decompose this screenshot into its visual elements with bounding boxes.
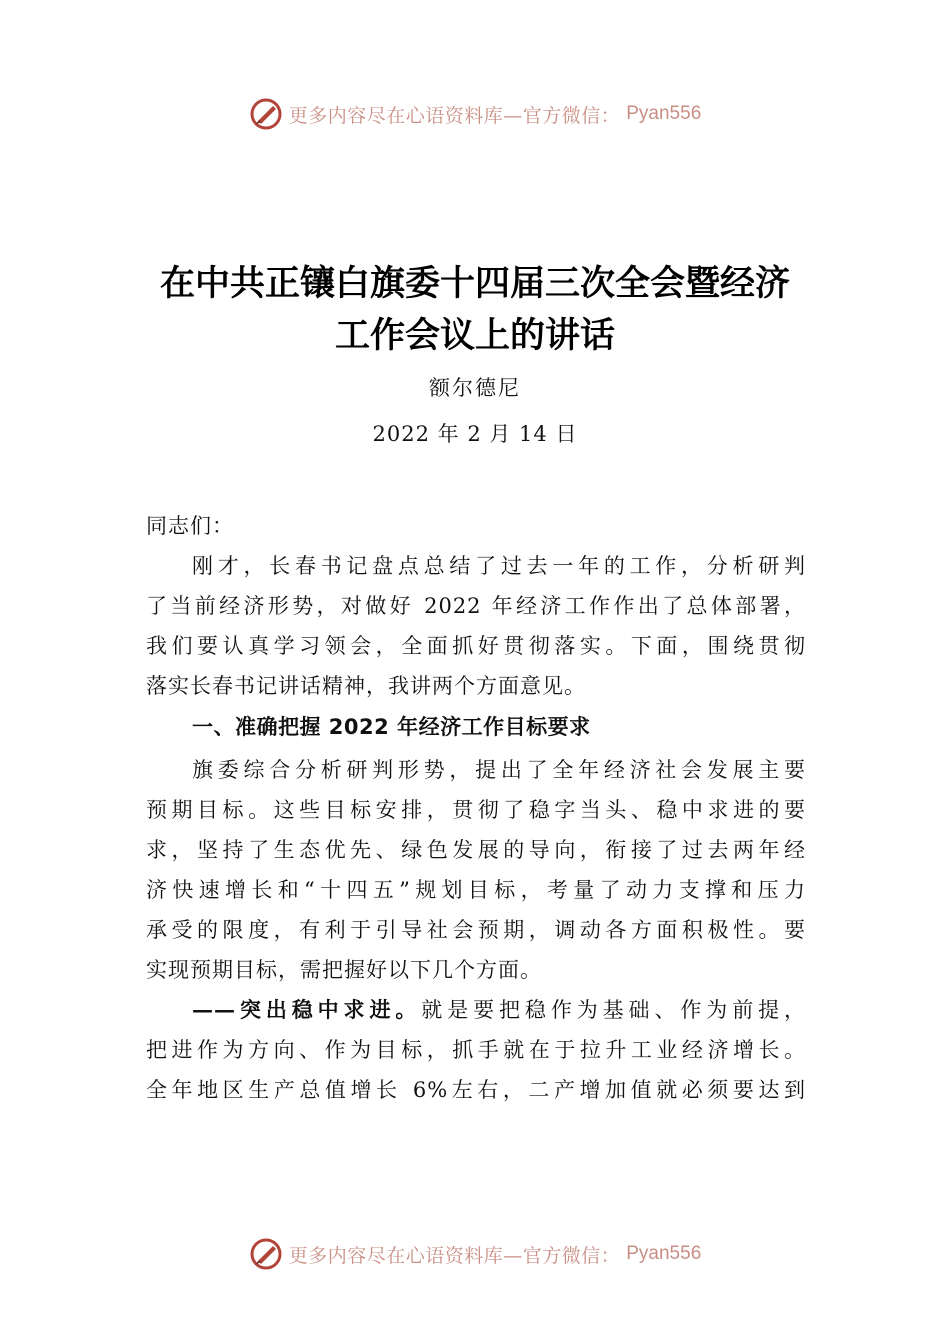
document-title [100, 258, 850, 362]
text-line: 把进作为方向、作为目标，抓手就在于拉升工业经济增长。 [146, 1038, 806, 1062]
text-line: 了当前经济形势，对做好 2022 年经济工作作出了总体部署， [146, 594, 806, 618]
watermark-text: 更多内容尽在心语资料库—官方微信： [288, 104, 621, 127]
text-line: 旗委综合分析研判形势，提出了全年经济社会发展主要 [192, 758, 806, 782]
text-line: 预期目标。这些目标安排，贯彻了稳字当头、稳中求进的要 [146, 798, 806, 822]
section-heading-1: 一、准确把握 2022 年经济工作目标要求 [192, 715, 591, 739]
watermark-wechat-id: Pyan556 [626, 103, 702, 124]
title-line-2: 工作会议上的讲话 [334, 316, 615, 356]
text-line: 我们要认真学习领会，全面抓好贯彻落实。下面，围绕贯彻 [146, 634, 806, 658]
text-span: 就是要把稳作为基础、作为前提， [421, 998, 807, 1022]
text-line: 落实长春书记讲话精神，我讲两个方面意见。 [146, 674, 586, 698]
watermark-footer [0, 1234, 950, 1274]
brush-logo-icon [249, 97, 283, 131]
text-line: 实现预期目标，需把握好以下几个方面。 [146, 958, 542, 982]
brush-logo-icon [249, 1237, 283, 1271]
paragraph-3 [146, 990, 806, 1110]
text-line: 刚才，长春书记盘点总结了过去一年的工作，分析研判 [192, 554, 806, 578]
paragraph-2 [146, 750, 806, 990]
date: 2022 年 2 月 14 日 [372, 422, 578, 446]
author: 额尔德尼 [429, 376, 521, 400]
watermark-header [0, 94, 950, 134]
paragraph-1 [146, 546, 806, 706]
text-line: 求，坚持了生态优先、绿色发展的导向，衔接了过去两年经 [146, 838, 806, 862]
paragraph-lead: ——突出稳中求进。 [192, 997, 422, 1022]
text-line: 全年地区生产总值增长 6%左右，二产增加值就必须要达到 [146, 1078, 806, 1102]
watermark-wechat-id: Pyan556 [626, 1243, 702, 1264]
salutation: 同志们： [146, 514, 234, 538]
title-line-1: 在中共正镶白旗委十四届三次全会暨经济 [159, 264, 790, 304]
text-line: 济快速增长和“十四五”规划目标，考量了动力支撑和压力 [146, 878, 806, 902]
watermark-text: 更多内容尽在心语资料库—官方微信： [288, 1244, 621, 1267]
document-body [146, 506, 806, 1110]
text-line [146, 990, 806, 1030]
text-line: 承受的限度，有利于引导社会预期，调动各方面积极性。要 [146, 918, 806, 942]
